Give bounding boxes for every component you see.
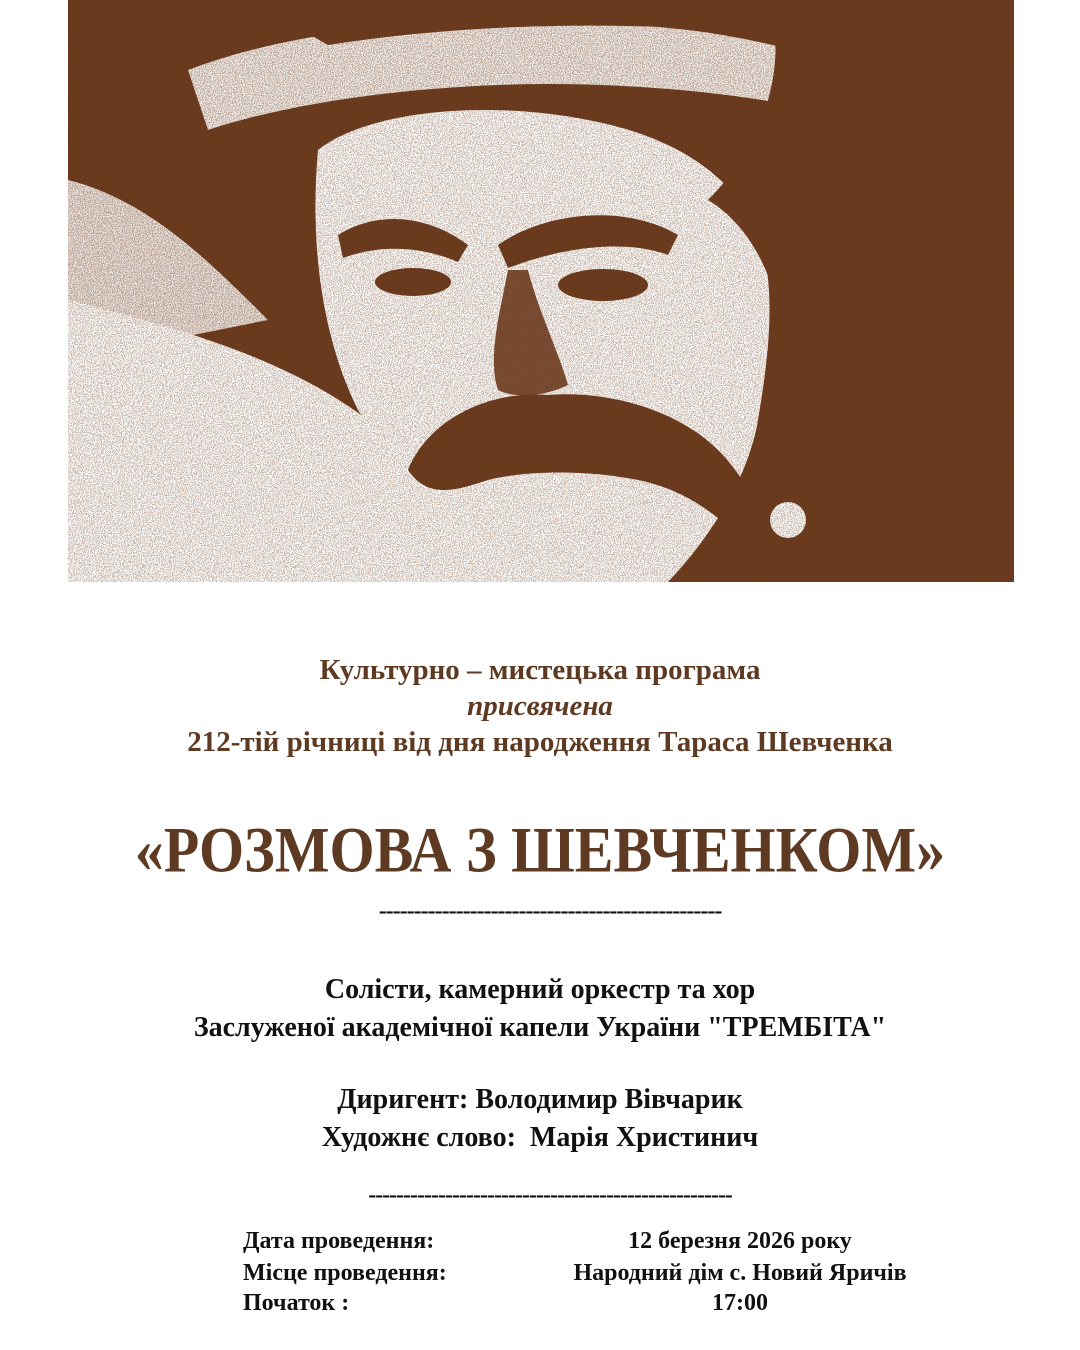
divider-bottom: ---------------------------------------------------- <box>368 1182 732 1208</box>
dedication-label: присвячена <box>467 690 613 722</box>
program-subtitle: Культурно – мистецька програма <box>319 654 761 686</box>
conductor-credit: Диригент: Володимир Вівчарик <box>337 1084 743 1115</box>
divider-top: ------------------------------------------------- <box>378 898 722 924</box>
date-label: Дата проведення: <box>243 1228 435 1254</box>
venue-value: Народний дім с. Новий Яричів <box>573 1260 907 1286</box>
event-title: «РОЗМОВА З ШЕВЧЕНКОМ» <box>134 813 946 886</box>
start-value: 17:00 <box>712 1290 768 1316</box>
start-label: Початок : <box>243 1290 350 1316</box>
narrator-credit: Художнє слово: Марія Христинич <box>321 1122 759 1153</box>
anniversary-line: 212-тій річниці від дня народження Тараса Шевченка <box>187 726 893 758</box>
portrait-illustration <box>68 0 1014 582</box>
date-value: 12 березня 2026 року <box>628 1228 852 1254</box>
venue-label: Місце проведення: <box>243 1260 447 1286</box>
performers-line-2: Заслуженої академічної капели України "ТРЕМБІТА" <box>193 1012 887 1043</box>
performers-line-1: Солісти, камерний оркестр та хор <box>324 974 756 1005</box>
